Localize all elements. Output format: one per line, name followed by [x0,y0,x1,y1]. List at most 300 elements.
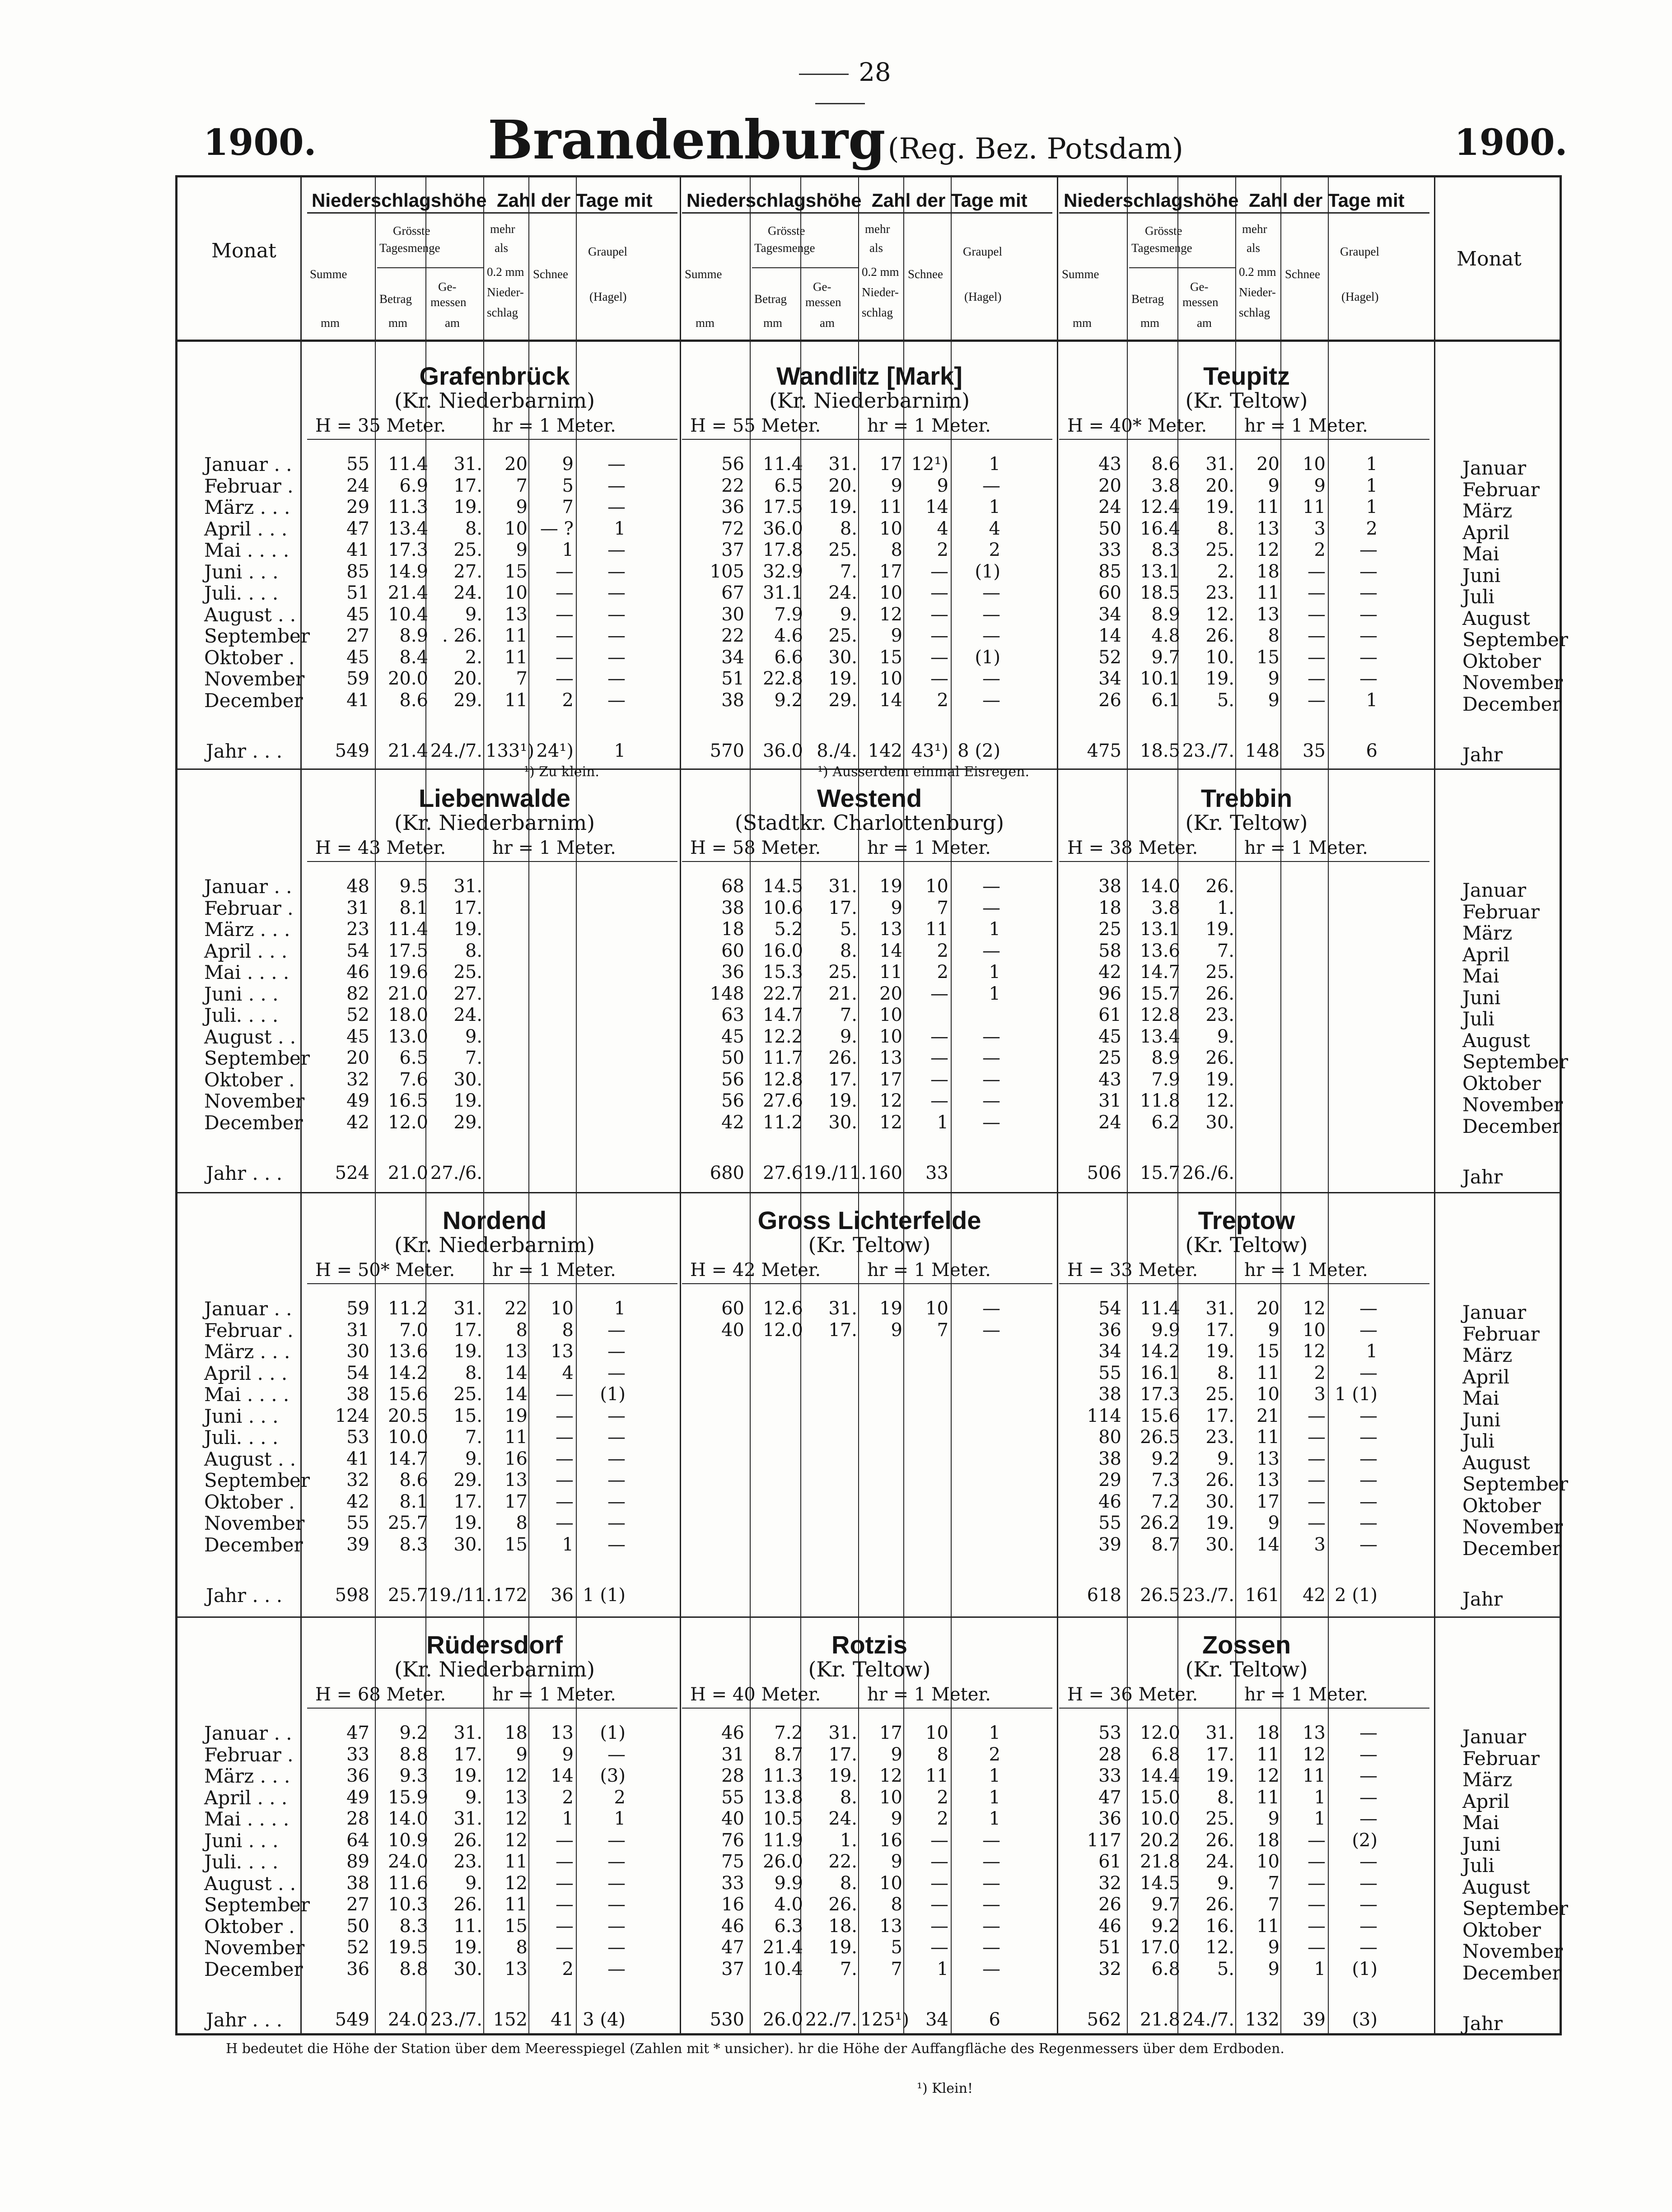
cell-betrag: 21.4 [388,582,428,603]
cell-betrag: 19.6 [388,962,428,983]
cell-mehr: 12 [879,604,902,625]
cell-schnee: 12¹) [911,454,948,475]
cell-summe: 45 [721,1026,744,1047]
cell-graupel: — [982,689,1000,711]
cell-graupel: — [982,876,1000,897]
cell-graupel: — [1359,1470,1378,1490]
cell-betrag: 6.2 [1151,1112,1180,1133]
cell-am: 31. [1205,1723,1234,1743]
cell-graupel: — [1359,1448,1378,1469]
station-name [687,783,1052,813]
cell-summe: 37 [721,1958,744,1979]
cell-graupel: — [982,1026,1000,1047]
cell-betrag: 8.9 [1151,604,1180,625]
cell-mehr: 10 [879,1026,902,1047]
cell-schnee: — [1308,1448,1326,1469]
cell-summe: 28 [721,1765,744,1786]
cell-am: 10. [1205,647,1234,668]
cell-summe: 55 [1098,1513,1121,1533]
cell-schnee: — [1308,689,1326,711]
cell-graupel: — [607,561,626,582]
cell-graupel: — [982,897,1000,918]
cell-graupel: — [982,1319,1000,1341]
column-header-group [682,177,1057,340]
cell-mehr: 14 [879,940,902,961]
jahr-cell-am: 26./6. [1182,1163,1234,1183]
cell-betrag: 17.5 [762,497,803,517]
month-label: Januar . . [204,1722,292,1744]
cell-graupel: 2 [989,1744,1000,1765]
cell-mehr: 12 [1256,540,1280,560]
cell-am: 24. [828,582,857,603]
cell-betrag: 10.0 [388,1427,428,1448]
vertical-rule [1057,175,1058,2035]
cell-summe: 29 [346,497,369,517]
cell-schnee: 13 [551,1723,574,1743]
cell-betrag: 12.4 [1140,497,1180,517]
cell-mehr: 11 [1256,1787,1280,1808]
cell-betrag: 24.0 [388,1851,428,1872]
cell-mehr: 9 [1268,1808,1280,1829]
cell-summe: 36 [721,962,744,983]
header-label: 0.2 mm [487,265,524,279]
jahr-cell-mehr: 132 [1245,2009,1280,2030]
month-label-right: März [1462,1344,1513,1366]
cell-mehr: 8 [516,1513,528,1533]
cell-am: 25. [453,962,482,983]
header-label: mm [1140,316,1160,330]
cell-am: 5. [1217,1958,1234,1979]
cell-betrag: 13.6 [1140,940,1180,961]
cell-mehr: 10 [879,518,902,539]
cell-am: 21. [828,983,857,1004]
station-rule [307,1283,677,1284]
cell-schnee: — [930,1894,948,1915]
jahr-label-right: Jahr [1462,1588,1503,1610]
header-label: Grösste [768,224,805,237]
cell-mehr: 13 [504,1341,528,1362]
cell-summe: 24 [346,475,369,496]
cell-mehr: 13 [879,1048,902,1068]
cell-betrag: 20.0 [388,668,428,689]
cell-am: 25. [828,540,857,560]
jahr-cell-schnee: 42 [1303,1585,1326,1606]
cell-mehr: 15 [879,647,902,668]
cell-graupel: — [982,1937,1000,1958]
month-label-right: Mai [1462,1387,1499,1409]
cell-schnee: 5 [562,475,574,496]
cell-summe: 46 [721,1723,744,1743]
jahr-cell-am: 19./11. [803,1163,867,1183]
cell-graupel: — [1359,1787,1378,1808]
cell-am: 17. [828,1744,857,1765]
cell-am: 8. [840,1787,857,1808]
cell-mehr: 13 [504,604,528,625]
cell-summe: 64 [346,1830,369,1851]
station-title: Westend [817,784,922,812]
cell-betrag: 11.4 [1140,1298,1180,1319]
cell-mehr: 7 [1268,1872,1280,1894]
cell-summe: 53 [1098,1723,1121,1743]
cell-graupel: (1) [975,561,1000,582]
cell-mehr: 18 [504,1723,528,1743]
cell-summe: 38 [1098,1384,1121,1405]
cell-graupel: — [607,1851,626,1872]
cell-graupel: — [982,1069,1000,1090]
station-footnote: ¹) Ausserdem einmal Eisregen. [817,764,1030,780]
header-label: Tagesmenge [754,241,815,255]
jahr-cell-summe: 680 [710,1163,744,1183]
cell-summe: 36 [1098,1319,1121,1341]
cell-betrag: 7.9 [774,604,803,625]
header-label: als [495,241,508,255]
station-title: Teupitz [1203,362,1290,390]
cell-mehr: 17 [504,1491,528,1512]
cell-schnee: 1 [937,1958,948,1979]
cell-betrag: 8.7 [774,1744,803,1765]
cell-graupel: — [607,1744,626,1765]
cell-graupel: — [1359,1723,1378,1743]
cell-betrag: 14.9 [388,561,428,582]
cell-summe: 20 [346,1048,369,1068]
cell-summe: 117 [1087,1830,1121,1851]
jahr-cell-summe: 530 [710,2009,744,2030]
cell-mehr: 10 [879,1872,902,1894]
cell-mehr: 20 [1256,454,1280,475]
cell-summe: 85 [1098,561,1121,582]
footer-note: H bedeutet die Höhe der Station über dem Meeresspiegel (Zahlen mit * unsicher). hr die Höhe der Auffangfläche des Regenmessers über dem Erdboden. [226,2041,1284,2057]
cell-graupel: 2 [1366,518,1378,539]
month-label: Juli. . . . [204,1851,279,1873]
cell-betrag: 14.7 [1140,962,1180,983]
cell-graupel: — [1359,1915,1378,1937]
cell-summe: 31 [721,1744,744,1765]
cell-graupel: — [607,1319,626,1341]
cell-graupel: — [607,1534,626,1555]
cell-betrag: 7.2 [774,1723,803,1743]
jahr-cell-am: 27./6. [430,1163,482,1183]
header-zahl-tage: Zahl der Tage mit [1249,190,1405,211]
cell-summe: 53 [346,1427,369,1448]
month-label: Juni . . . [204,983,279,1005]
cell-betrag: 16.4 [1140,518,1180,539]
cell-mehr: 9 [1268,1937,1280,1958]
cell-summe: 52 [346,1005,369,1025]
cell-graupel: 1 [1366,454,1378,475]
cell-schnee: — [930,604,948,625]
cell-am: 8. [1217,518,1234,539]
cell-summe: 20 [1098,475,1121,496]
cell-betrag: 4.6 [774,625,803,646]
cell-schnee: — [556,647,574,668]
cell-summe: 37 [721,540,744,560]
cell-mehr: 7 [1268,1894,1280,1915]
cell-graupel: — [1359,1319,1378,1341]
month-label: April . . . [204,940,288,962]
cell-mehr: 14 [1256,1534,1280,1555]
cell-betrag: 12.6 [762,1298,803,1319]
jahr-cell-betrag: 25.7 [388,1585,428,1606]
cell-schnee: 10 [925,876,948,897]
month-label: Mai . . . . [204,539,290,561]
cell-graupel: 1 [989,983,1000,1004]
cell-graupel: — [982,1958,1000,1979]
jahr-cell-graupel: 6 [1366,740,1378,761]
cell-am: 2. [465,647,482,668]
cell-mehr: 9 [891,1808,902,1829]
cell-am: 29. [828,689,857,711]
cell-am: 8. [465,518,482,539]
station-kreis: (Kr. Teltow) [1185,1233,1308,1257]
cell-summe: 38 [1098,876,1121,897]
cell-betrag: 11.2 [388,1298,428,1319]
station-hr: hr = 1 Meter. [492,838,616,858]
cell-graupel: — [1359,647,1378,668]
cell-graupel: — [607,582,626,603]
cell-schnee: — [1308,1915,1326,1937]
cell-summe: 55 [721,1787,744,1808]
cell-am: 2. [1217,561,1234,582]
cell-am: 12. [1205,1090,1234,1111]
cell-am: 19. [453,1937,482,1958]
cell-summe: 54 [346,1362,369,1383]
cell-summe: 54 [346,940,369,961]
cell-betrag: 8.9 [399,625,428,646]
station-rule [682,1283,1052,1284]
station-title: Trebbin [1200,784,1293,812]
month-label: Juni . . . [204,1829,279,1852]
cell-am: 7. [465,1427,482,1448]
cell-summe: 42 [346,1491,369,1512]
cell-schnee: 2 [1314,1362,1326,1383]
cell-am: 30. [1205,1534,1234,1555]
cell-am: 8. [465,940,482,961]
cell-betrag: 8.9 [1151,1048,1180,1068]
cell-summe: 42 [346,1112,369,1133]
station-hr: hr = 1 Meter. [492,1684,616,1705]
cell-graupel: — [1359,582,1378,603]
cell-schnee: 2 [562,689,574,711]
station-rule [1059,439,1429,440]
cell-schnee: — [556,1915,574,1937]
cell-am: 31. [453,1723,482,1743]
cell-schnee: — [1308,561,1326,582]
cell-betrag: 9.7 [1151,647,1180,668]
cell-mehr: 10 [1256,1851,1280,1872]
cell-summe: 58 [1098,940,1121,961]
cell-betrag: 9.2 [1151,1448,1180,1469]
cell-summe: 25 [1098,919,1121,940]
jahr-cell-betrag: 21.0 [388,1163,428,1183]
cell-schnee: — [1308,625,1326,646]
station-title: Wandlitz [Mark] [776,362,962,390]
cell-summe: 33 [1098,1765,1121,1786]
cell-am: 9. [840,604,857,625]
cell-betrag: 9.3 [399,1765,428,1786]
cell-summe: 96 [1098,983,1121,1004]
cell-graupel: — [1359,1808,1378,1829]
cell-graupel: — [982,1894,1000,1915]
cell-betrag: 6.1 [1151,689,1180,711]
header-niederschlagshoehe: Niederschlagshöhe [312,190,487,211]
cell-mehr: 14 [504,1362,528,1383]
month-label: Juni . . . [204,1405,279,1427]
station-kreis: (Kr. Niederbarnim) [394,1657,595,1681]
cell-mehr: 9 [516,497,528,517]
cell-betrag: 6.8 [1151,1958,1180,1979]
cell-schnee: — [1308,1470,1326,1490]
header-rule [175,340,1562,342]
station-title: Gross Lichterfelde [757,1206,981,1234]
year-left: 1900. [203,121,317,163]
month-label-right: Oktober [1462,650,1541,672]
station-rule [1059,1283,1429,1284]
header-label: mm [1073,316,1092,330]
cell-am: 23. [1205,582,1234,603]
station-name [1064,1206,1429,1235]
station-height: H = 40 Meter. [690,1684,821,1705]
month-label: Oktober . [204,1490,295,1513]
cell-betrag: 10.4 [762,1958,803,1979]
cell-am: 17. [453,1319,482,1341]
cell-summe: 59 [346,1298,369,1319]
cell-betrag: 11.9 [762,1830,803,1851]
year-right: 1900. [1454,121,1568,163]
station-height: H = 38 Meter. [1067,838,1198,858]
month-label: März . . . [204,1341,290,1363]
cell-betrag: 15.7 [1140,983,1180,1004]
cell-mehr: 11 [504,1894,528,1915]
column-rule [1235,175,1236,2035]
column-header-group [1059,177,1434,340]
cell-betrag: 7.9 [1151,1069,1180,1090]
cell-summe: 52 [346,1937,369,1958]
cell-schnee: — [930,668,948,689]
jahr-cell-summe: 475 [1087,740,1121,761]
cell-schnee: 1 [1314,1787,1326,1808]
cell-schnee: — [930,983,948,1004]
cell-mehr: 13 [1256,1470,1280,1490]
cell-betrag: 9.2 [399,1723,428,1743]
cell-schnee: — [930,1937,948,1958]
cell-summe: 61 [1098,1851,1121,1872]
cell-betrag: 17.3 [1140,1384,1180,1405]
cell-mehr: 12 [879,1765,902,1786]
station-hr: hr = 1 Meter. [1244,838,1368,858]
jahr-cell-am: 23./7. [1182,740,1234,761]
month-label-right: Mai [1462,965,1499,987]
cell-summe: 56 [721,1090,744,1111]
cell-mehr: 17 [879,454,902,475]
station-hr: hr = 1 Meter. [492,415,616,436]
cell-graupel: — [982,1298,1000,1319]
column-rule [1127,175,1128,2035]
station-kreis: (Kr. Niederbarnim) [394,388,595,413]
month-label: Februar . [204,897,294,919]
cell-betrag: 8.3 [1151,540,1180,560]
cell-mehr: 16 [504,1448,528,1469]
cell-graupel: — [982,1872,1000,1894]
cell-schnee: 4 [937,518,948,539]
cell-schnee: 7 [937,1319,948,1341]
cell-am: 25. [828,625,857,646]
cell-graupel: — [607,1513,626,1533]
cell-am: 19. [453,1513,482,1533]
cell-summe: 28 [346,1808,369,1829]
cell-mehr: 9 [891,475,902,496]
cell-graupel: — [982,475,1000,496]
cell-am: 8. [1217,1362,1234,1383]
cell-am: 31. [828,876,857,897]
cell-am: 24. [453,582,482,603]
cell-graupel: 1 [989,1723,1000,1743]
jahr-cell-am: 24./7. [1182,2009,1234,2030]
cell-betrag: 6.8 [1151,1744,1180,1765]
cell-schnee: — [556,1427,574,1448]
cell-mehr: 9 [891,625,902,646]
column-rule [1328,175,1329,2035]
cell-betrag: 15.6 [388,1384,428,1405]
cell-betrag: 9.9 [1151,1319,1180,1341]
cell-summe: 105 [710,561,744,582]
cell-am: 25. [828,962,857,983]
cell-betrag: 15.0 [1140,1787,1180,1808]
station-title: Liebenwalde [418,784,571,812]
cell-summe: 29 [1098,1470,1121,1490]
cell-schnee: 3 [1314,1534,1326,1555]
cell-betrag: 16.0 [762,940,803,961]
station-hr: hr = 1 Meter. [867,415,991,436]
cell-graupel: 1 [1366,475,1378,496]
cell-graupel: — [607,1894,626,1915]
month-label-right: Januar [1462,879,1527,901]
cell-summe: 47 [346,1723,369,1743]
cell-graupel: — [982,940,1000,961]
jahr-cell-summe: 562 [1087,2009,1121,2030]
cell-schnee: 11 [1303,1765,1326,1786]
month-label-right: September [1462,1473,1568,1495]
cell-am: 29. [453,689,482,711]
cell-schnee: — [1308,1405,1326,1426]
cell-summe: 47 [346,518,369,539]
jahr-cell-betrag: 15.7 [1140,1163,1180,1183]
cell-am: 31. [828,454,857,475]
station-kreis: (Kr. Teltow) [1185,810,1308,835]
station-height: H = 55 Meter. [690,415,821,436]
cell-graupel: — [982,668,1000,689]
cell-mehr: 9 [1268,1513,1280,1533]
cell-am: 9. [1217,1872,1234,1894]
column-rule [576,175,577,2035]
cell-mehr: 8 [1268,625,1280,646]
cell-am: 19. [453,1341,482,1362]
cell-summe: 51 [346,582,369,603]
month-label-right: Juli [1462,1008,1495,1030]
month-label: December [204,1533,303,1556]
cell-schnee: 3 [1314,518,1326,539]
jahr-cell-schnee: 34 [925,2009,948,2030]
cell-mehr: 11 [1256,1744,1280,1765]
month-label-right: Februar [1462,1747,1540,1770]
cell-graupel: — [607,1830,626,1851]
cell-betrag: 22.7 [762,983,803,1004]
cell-summe: 60 [721,940,744,961]
cell-am: 15. [453,1405,482,1426]
cell-summe: 45 [346,647,369,668]
month-label: December [204,689,303,712]
cell-graupel: — [1359,1937,1378,1958]
cell-graupel: 1 [1366,1341,1378,1362]
